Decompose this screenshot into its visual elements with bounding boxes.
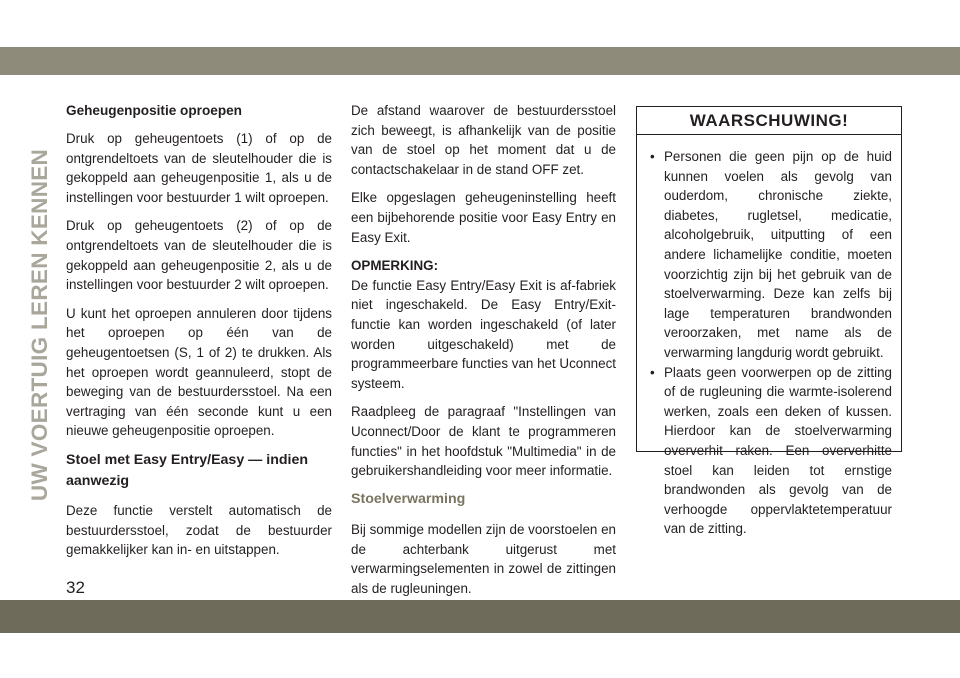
note-label: OPMERKING:	[351, 258, 439, 274]
seat-heating-heading: Stoelverwarming	[351, 490, 466, 507]
paragraph: Bij sommige modellen zijn de voorstoelen en de achterbank uitgerust met verwarmingselementen in zowel de zittingen als de rugleuningen.	[351, 522, 616, 597]
chapter-side-title	[25, 100, 55, 550]
easy-entry-heading: Stoel met Easy Entry/Easy — indien aanwezig	[66, 451, 309, 489]
footer-band	[0, 600, 960, 633]
paragraph: Druk op geheugentoets (1) of op de ontgrendeltoets van de sleutelhouder die is gekoppeld aan geheugenpositie 1, als u de instellingen voor bestuurder 1 wilt oproepen.	[66, 131, 332, 205]
paragraph: De afstand waarover de bestuurdersstoel zich beweegt, is afhankelijk van de positie van de stoel op het moment dat u de contactschakelaar in de stand OFF zet.	[351, 103, 616, 177]
warning-box	[636, 106, 902, 537]
paragraph: Deze functie verstelt automatisch de bestuurdersstoel, zodat de bestuurder gemakkelijker kan in- en uitstappen.	[66, 502, 332, 558]
warning-item: • Plaats geen voorwerpen op de zitting of de rugleuning die warmte-isolerend werken, zoals een deken of kussen. Hierdoor kan de stoelverwarming oververhit raken. Een oververhitte stoel kan leiden tot ernstige brandwonden als gevolg van de verhoogde oppervlaktetemperatuur van de zitting.	[650, 363, 892, 539]
note-text: De functie Easy Entry/Easy Exit is af-fabriek niet ingeschakeld. De Easy Entry/Exit-functie kan worden ingeschakeld (of later worden uitgeschakeld) met de programmeerbare functies van het Uconnect systeem.	[351, 277, 616, 391]
header-band	[0, 47, 960, 75]
paragraph: Raadpleeg de paragraaf "Instellingen van Uconnect/Door de klant te programmeren functies" in het hoofdstuk "Multimedia" in de gebruikershandleiding voor meer informatie.	[351, 404, 616, 479]
paragraph: Elke opgeslagen geheugeninstelling heeft een bijbehorende positie voor Easy Entry en Easy Exit.	[351, 190, 616, 245]
warning-list	[637, 135, 901, 539]
paragraph: Druk op geheugentoets (2) of op de ontgrendeltoets van de sleutelhouder die is gekoppeld aan geheugenpositie 2, als u de instellingen voor bestuurder 2 wilt oproepen.	[66, 218, 332, 293]
warning-title: WAARSCHUWING!	[637, 107, 901, 135]
page-number: 32	[66, 578, 85, 597]
memory-recall-heading: Geheugenpositie oproepen	[66, 103, 242, 118]
warning-item: • Personen die geen pijn op de huid kunnen voelen als gevolg van ouderdom, chronische ziekte, diabetes, rugletsel, medicatie, alcoholgebruik, uitputting of een andere lichamelijke conditie, moeten voorzichtig zijn bij het gebruik van de stoelverwarming. Deze kan zelfs bij lage temperaturen brandwonden veroorzaken, met name als de verwarming langdurig wordt gebruikt.	[650, 147, 892, 363]
column-left	[66, 101, 332, 569]
column-middle	[351, 101, 616, 608]
paragraph: U kunt het oproepen annuleren door tijdens het oproepen op één van de geheugentoetsen (S, 1 of 2) te drukken. Als het oproepen wordt geannuleerd, stopt de beweging van de bestuurdersstoel. Na een vertraging van één seconde kunt u een nieuwe geheugenpositie oproepen.	[66, 305, 332, 439]
chapter-side-title-text: UW VOERTUIG LEREN KENNEN	[27, 148, 52, 502]
